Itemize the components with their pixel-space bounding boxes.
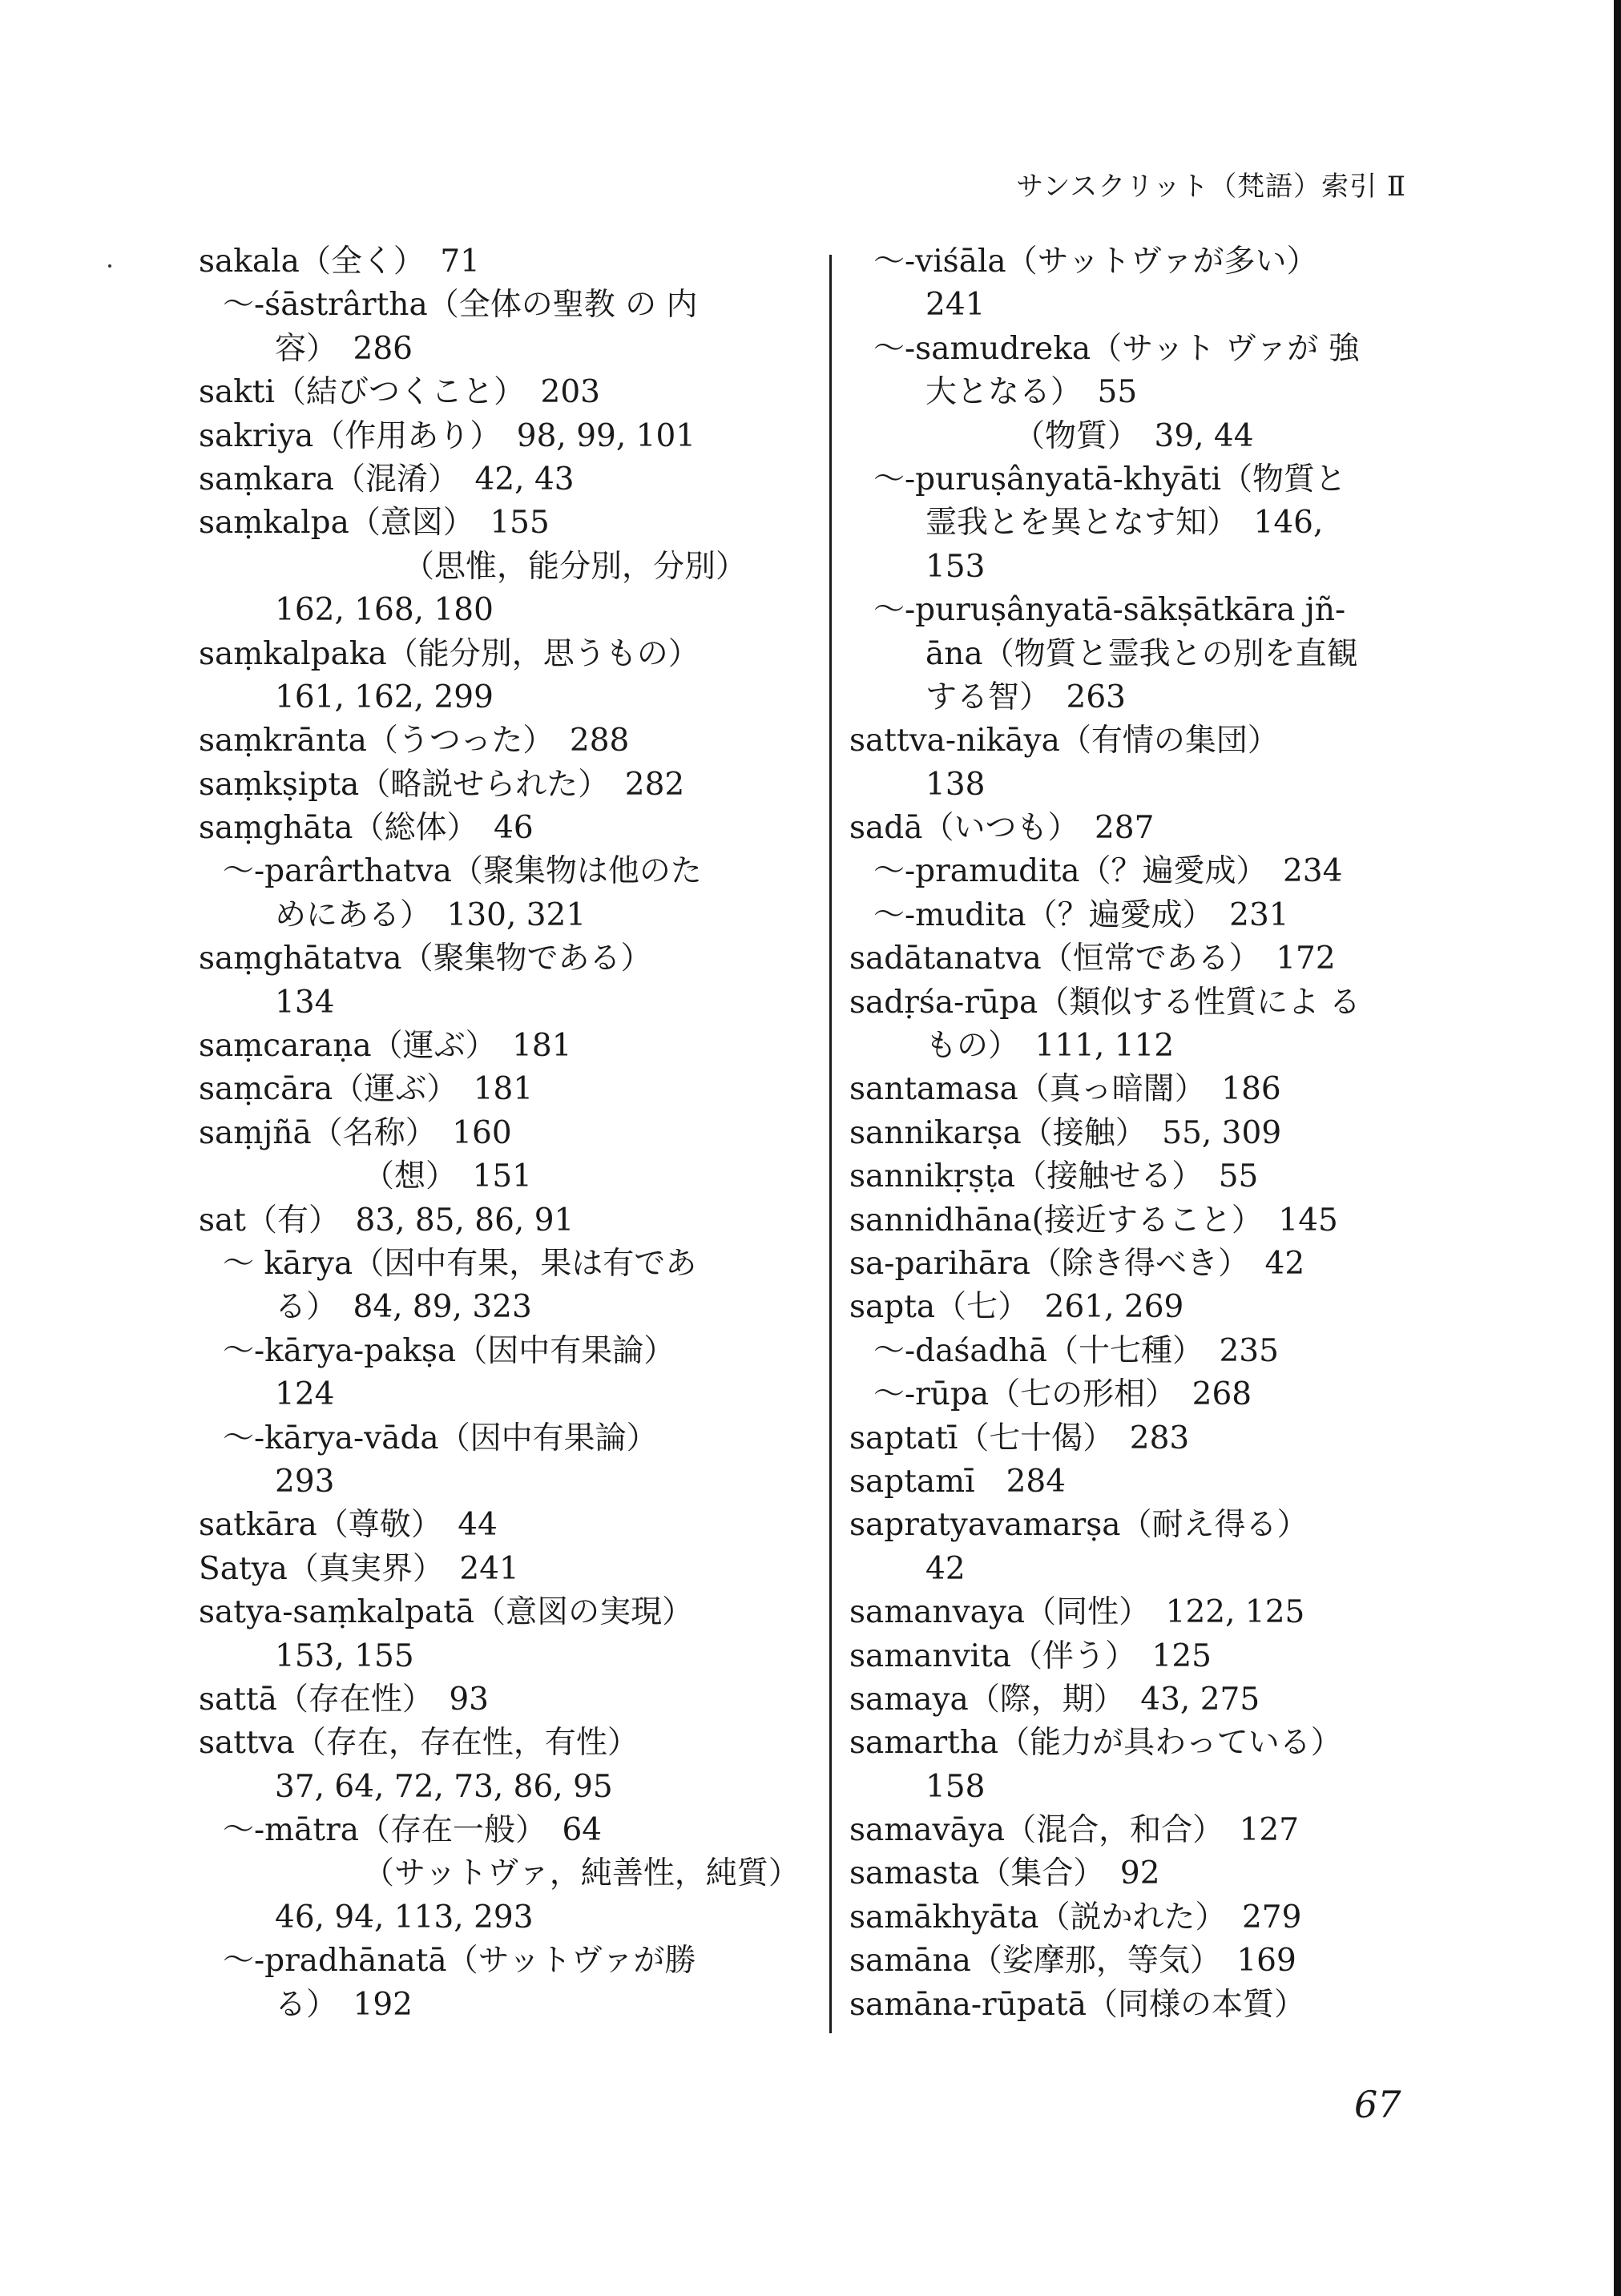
page-edge-shadow xyxy=(1614,0,1621,2296)
index-entry-line: saṃcāra（運ぶ） 181 xyxy=(199,1071,534,1108)
index-entry-line: sadṛśa-rūpa（類似する性質によ る xyxy=(849,984,1361,1021)
running-header: サンスクリット（梵語）索引 Ⅱ xyxy=(1016,171,1406,203)
index-entry-line: る） 192 xyxy=(275,1986,413,2023)
index-entry-line: saṃkrānta（うつった） 288 xyxy=(199,723,630,759)
index-entry-line: sannikarṣa（接触） 55, 309 xyxy=(849,1114,1282,1151)
index-entry-line: 153 xyxy=(925,548,986,585)
index-entry-line: sakti（結びつくこと） 203 xyxy=(199,374,600,411)
index-entry-line: （物質） 39, 44 xyxy=(1014,417,1254,454)
index-entry-line: sakala（全く） 71 xyxy=(199,244,481,280)
index-entry-line: ～-mudita（？遍愛成） 231 xyxy=(873,896,1289,933)
index-entry-line: ～-daśadhā（十七種） 235 xyxy=(873,1332,1279,1369)
index-entry-line: santamasa（真っ暗闇） 186 xyxy=(849,1071,1281,1108)
index-entry-line: sattva（存在，存在性，有性） xyxy=(199,1725,639,1762)
index-entry-line: saptamī 284 xyxy=(849,1463,1067,1500)
index-entry-line: 42 xyxy=(925,1550,966,1587)
index-entry-line: satya-saṃkalpatā（意図の実現） xyxy=(199,1594,694,1631)
page-number: 67 xyxy=(1354,2083,1401,2126)
index-entry-line: sadātanatva（恒常である） 172 xyxy=(849,941,1336,977)
index-entry-line: samaya（際，期） 43, 275 xyxy=(849,1681,1260,1718)
index-entry-line: Satya（真実界） 241 xyxy=(199,1550,519,1587)
index-entry-line: saṃkara（混淆） 42, 43 xyxy=(199,461,575,497)
column-divider xyxy=(829,255,832,2033)
index-entry-line: 162, 168, 180 xyxy=(275,592,494,629)
index-entry-line: samanvita（伴う） 125 xyxy=(849,1637,1212,1674)
index-entry-line: する智） 263 xyxy=(925,679,1126,715)
index-entry-line: 158 xyxy=(925,1768,986,1805)
index-entry-line: saṃghātatva（聚集物である） xyxy=(199,941,652,977)
index-entry-line: ～-pradhānatā（サットヴァが勝 xyxy=(223,1943,696,1980)
index-entry-line: 霊我とを異となす知） 146, xyxy=(925,505,1324,542)
index-entry-line: ～-viśāla（サットヴァが多い） xyxy=(873,244,1318,280)
index-entry-line: （想） 151 xyxy=(363,1158,532,1195)
index-entry-line: 134 xyxy=(275,984,335,1021)
index-entry-line: めにある） 130, 321 xyxy=(275,896,587,933)
index-entry-line: 241 xyxy=(925,287,986,324)
index-entry-line: ～-kārya-pakṣa（因中有果論） xyxy=(223,1332,675,1369)
index-entry-line: sannikṛṣṭa（接触せる） 55 xyxy=(849,1158,1259,1195)
index-entry-line: sadā（いつも） 287 xyxy=(849,810,1155,847)
index-entry-line: āna（物質と霊我との別を直観 xyxy=(925,635,1358,672)
index-entry-line: ～-mātra（存在一般） 64 xyxy=(223,1812,603,1849)
index-entry-line: sat（有） 83, 85, 86, 91 xyxy=(199,1202,575,1239)
index-entry-line: sakriya（作用あり） 98, 99, 101 xyxy=(199,417,696,454)
index-entry-line: ～-kārya-vāda（因中有果論） xyxy=(223,1420,658,1456)
index-entry-line: sa-parihāra（除き得べき） 42 xyxy=(849,1245,1305,1282)
index-entry-line: satkāra（尊敬） 44 xyxy=(199,1507,498,1544)
index-entry-line: 124 xyxy=(275,1376,335,1413)
index-entry-line: ～-śāstrârtha（全体の聖教 の 内 xyxy=(223,287,698,324)
index-column-left xyxy=(199,240,816,2027)
index-entry-line: ～-samudreka（サット ヴァが 強 xyxy=(873,330,1360,367)
index-entry-line: 153, 155 xyxy=(275,1637,414,1674)
index-entry-line: saṃkalpaka（能分別，思うもの） xyxy=(199,635,700,672)
index-entry-line: ～-puruṣânyatā-sākṣātkāra jñ- xyxy=(873,592,1346,629)
index-entry-line: saṃkalpa（意図） 155 xyxy=(199,505,550,542)
index-entry-line: る） 84, 89, 323 xyxy=(275,1289,532,1326)
index-entry-line: ～ kārya（因中有果，果は有であ xyxy=(223,1245,697,1282)
index-entry-line: 大となる） 55 xyxy=(925,374,1138,411)
index-entry-line: sattā（存在性） 93 xyxy=(199,1681,489,1718)
index-entry-line: 161, 162, 299 xyxy=(275,679,494,715)
index-entry-line: samāna-rūpatā（同様の本質） xyxy=(849,1986,1305,2023)
index-entry-line: 138 xyxy=(925,766,986,803)
index-entry-line: （サットヴァ，純善性，純質） xyxy=(363,1855,800,1892)
index-entry-line: もの） 111, 112 xyxy=(925,1028,1175,1065)
index-entry-line: samartha（能力が具わっている） xyxy=(849,1725,1342,1762)
index-entry-line: samākhyāta（説かれた） 279 xyxy=(849,1899,1302,1935)
index-entry-line: （思惟，能分別，分別） xyxy=(403,548,748,585)
index-entry-line: saṃjñā（名称） 160 xyxy=(199,1114,512,1151)
index-entry-line: 293 xyxy=(275,1463,335,1500)
index-entry-line: samanvaya（同性） 122, 125 xyxy=(849,1594,1305,1631)
index-entry-line: samāna（娑摩那，等気） 169 xyxy=(849,1943,1296,1980)
index-column-right xyxy=(849,240,1458,2027)
index-entry-line: sapratyavamarṣa（耐え得る） xyxy=(849,1507,1308,1544)
margin-speck xyxy=(108,264,111,268)
index-entry-line: samasta（集合） 92 xyxy=(849,1855,1160,1892)
index-entry-line: saṃcaraṇa（運ぶ） 181 xyxy=(199,1028,572,1065)
index-entry-line: 46, 94, 113, 293 xyxy=(275,1899,534,1935)
index-entry-line: samavāya（混合，和合） 127 xyxy=(849,1812,1300,1849)
index-entry-line: ～-puruṣânyatā-khyāti（物質と xyxy=(873,461,1346,497)
index-entry-line: saṃkṣipta（略説せられた） 282 xyxy=(199,766,685,803)
index-entry-line: saṃghāta（総体） 46 xyxy=(199,810,534,847)
index-entry-line: saptatī（七十偈） 283 xyxy=(849,1420,1190,1456)
index-entry-line: ～-rūpa（七の形相） 268 xyxy=(873,1376,1252,1413)
index-entry-line: ～-pramudita（？遍愛成） 234 xyxy=(873,853,1343,890)
index-entry-line: sapta（七） 261, 269 xyxy=(849,1289,1184,1326)
index-entry-line: 容） 286 xyxy=(275,330,413,367)
index-entry-line: 37, 64, 72, 73, 86, 95 xyxy=(275,1768,613,1805)
index-entry-line: sattva-nikāya（有情の集団） xyxy=(849,723,1279,759)
index-entry-line: sannidhāna(接近すること） 145 xyxy=(849,1202,1338,1239)
index-entry-line: ～-parârthatva（聚集物は他のた xyxy=(223,853,702,890)
